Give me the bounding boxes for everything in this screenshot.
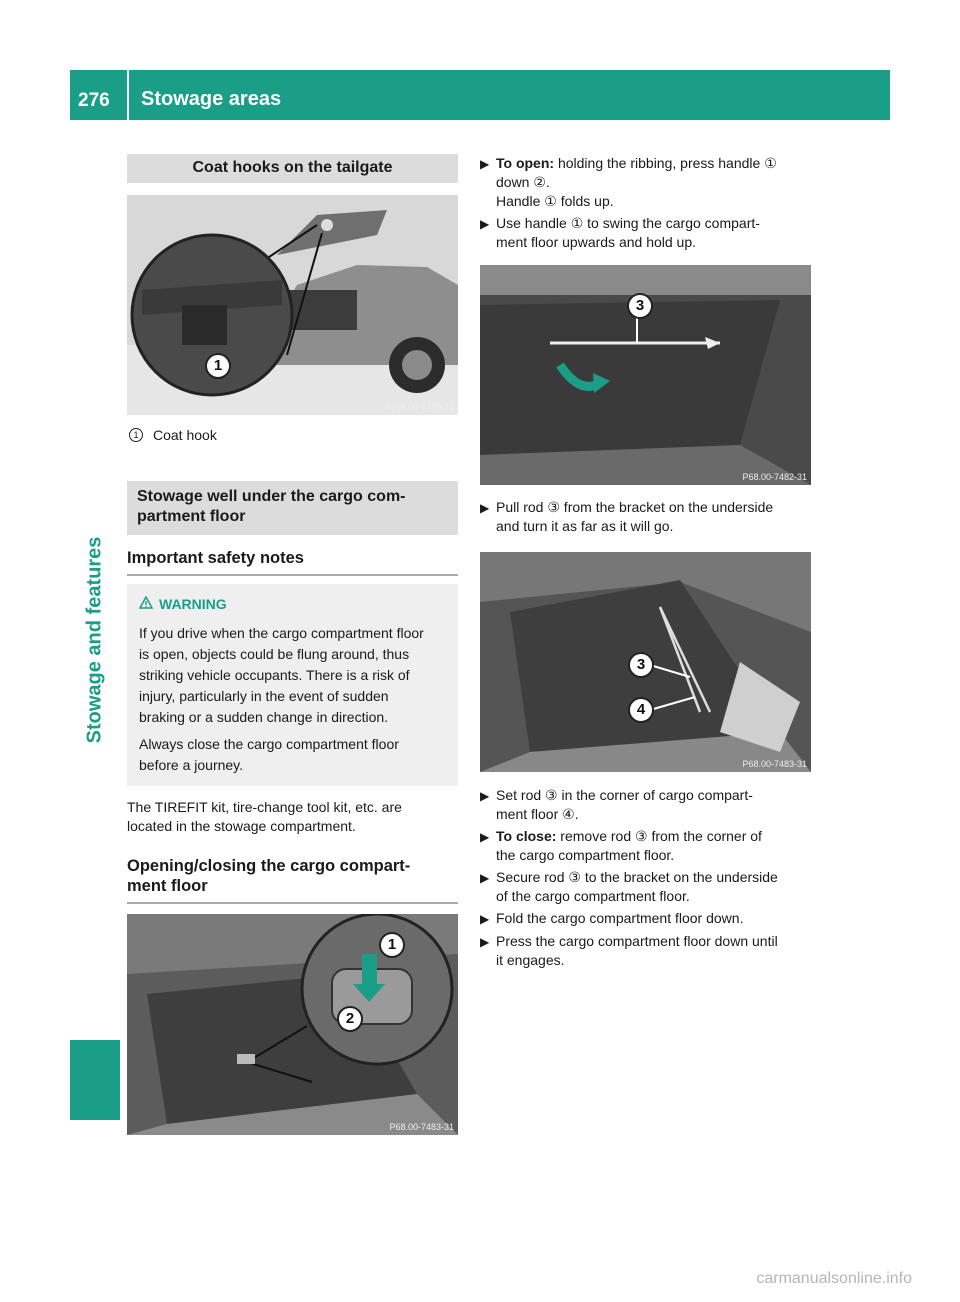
image-reference-code: P68.00-7483-31 bbox=[742, 759, 807, 769]
step-line: ment floor ④. bbox=[496, 806, 579, 822]
coat-hook-legend bbox=[127, 427, 458, 443]
steps-rod bbox=[480, 498, 812, 536]
instruction-step bbox=[480, 154, 812, 211]
step-arrow-icon: ▶ bbox=[480, 789, 490, 803]
warning-box bbox=[127, 584, 458, 786]
opening-heading-line-2: ment floor bbox=[127, 877, 208, 895]
header-divider bbox=[127, 70, 129, 120]
steps-close bbox=[480, 786, 812, 970]
stowage-well-heading-line-2: partment floor bbox=[137, 508, 246, 525]
legend-text: Coat hook bbox=[153, 427, 217, 443]
step-text: Secure rod ③ to the bracket on the underside bbox=[496, 869, 778, 885]
warning-line: If you drive when the cargo compartment floor bbox=[139, 625, 424, 641]
warning-line: braking or a sudden change in direction. bbox=[139, 709, 389, 725]
warning-paragraph-1 bbox=[139, 623, 450, 728]
stowage-well-heading bbox=[127, 481, 458, 535]
warning-line: is open, objects could be flung around, thus bbox=[139, 646, 410, 662]
step-text: Fold the cargo compartment floor down. bbox=[496, 910, 744, 926]
step-line: ment floor upwards and hold up. bbox=[496, 234, 697, 250]
step-line: and turn it as far as it will go. bbox=[496, 518, 674, 534]
step-text: remove rod ③ from the corner of bbox=[556, 828, 762, 844]
stowage-well-heading-line-1: Stowage well under the cargo com- bbox=[137, 488, 406, 505]
instruction-step bbox=[480, 909, 812, 929]
opening-closing-heading bbox=[127, 856, 458, 904]
warning-line: Always close the cargo compartment floor bbox=[139, 736, 399, 752]
warning-title bbox=[139, 594, 450, 615]
instruction-step bbox=[480, 498, 812, 536]
page-number: 276 bbox=[78, 90, 110, 111]
step-arrow-icon: ▶ bbox=[480, 912, 490, 926]
site-watermark: carmanualsonline.info bbox=[756, 1270, 912, 1287]
step-line: it engages. bbox=[496, 952, 565, 968]
image-reference-code: P768.00-7480-31 bbox=[384, 402, 454, 412]
step-text: Use handle ① to swing the cargo compart- bbox=[496, 215, 760, 231]
opening-heading-line-1: Opening/closing the cargo compart- bbox=[127, 857, 411, 875]
step-arrow-icon: ▶ bbox=[480, 871, 490, 885]
rod-bracket-photo bbox=[480, 265, 811, 485]
callout-3: 3 bbox=[627, 293, 653, 319]
image-reference-code: P68.00-7483-31 bbox=[389, 1122, 454, 1132]
note-line: The TIREFIT kit, tire-change tool kit, etc. are bbox=[127, 799, 402, 815]
image-reference-code: P68.00-7482-31 bbox=[742, 472, 807, 482]
legend-number: 1 bbox=[129, 428, 143, 442]
note-line: located in the stowage compartment. bbox=[127, 818, 356, 834]
step-arrow-icon: ▶ bbox=[480, 501, 490, 515]
warning-line: striking vehicle occupants. There is a risk of bbox=[139, 667, 410, 683]
cargo-floor-photo bbox=[127, 914, 458, 1135]
step-arrow-icon: ▶ bbox=[480, 157, 490, 171]
coat-hook-photo bbox=[127, 195, 458, 415]
warning-label: WARNING bbox=[159, 596, 227, 612]
instruction-step bbox=[480, 868, 812, 906]
instruction-step bbox=[480, 827, 812, 865]
warning-line: injury, particularly in the event of sudden bbox=[139, 688, 389, 704]
instruction-step bbox=[480, 214, 812, 252]
safety-notes-heading: Important safety notes bbox=[127, 548, 458, 576]
callout-1: 1 bbox=[205, 353, 231, 379]
callout-3: 3 bbox=[628, 652, 654, 678]
instruction-step bbox=[480, 786, 812, 824]
callout-4: 4 bbox=[628, 697, 654, 723]
left-column bbox=[127, 154, 458, 1135]
step-arrow-icon: ▶ bbox=[480, 935, 490, 949]
step-text: Set rod ③ in the corner of cargo compart- bbox=[496, 787, 753, 803]
warning-line: before a journey. bbox=[139, 757, 244, 773]
coat-hooks-heading: Coat hooks on the tailgate bbox=[127, 154, 458, 183]
right-column bbox=[480, 154, 812, 973]
side-chapter-text: Stowage and features bbox=[83, 536, 106, 744]
warning-paragraph-2 bbox=[139, 734, 450, 776]
step-line: down ②. bbox=[496, 174, 550, 190]
instruction-step bbox=[480, 932, 812, 970]
section-title: Stowage areas bbox=[141, 88, 282, 110]
step-line: the cargo compartment floor. bbox=[496, 847, 675, 863]
step-arrow-icon: ▶ bbox=[480, 830, 490, 844]
callout-1: 1 bbox=[379, 932, 405, 958]
coat-hook-illustration bbox=[127, 195, 458, 415]
step-arrow-icon: ▶ bbox=[480, 217, 490, 231]
cargo-floor-illustration bbox=[127, 914, 458, 1135]
step-keyword: To close: bbox=[496, 828, 557, 844]
step-line: of the cargo compartment floor. bbox=[496, 888, 690, 904]
side-chapter-marker bbox=[70, 1040, 120, 1120]
rod-corner-photo bbox=[480, 552, 811, 772]
step-keyword: To open: bbox=[496, 155, 555, 171]
step-text: Press the cargo compartment floor down until bbox=[496, 933, 778, 949]
warning-icon bbox=[139, 594, 153, 615]
step-text: holding the ribbing, press handle ① bbox=[554, 155, 777, 171]
step-line: Handle ① folds up. bbox=[496, 193, 614, 209]
steps-open bbox=[480, 154, 812, 252]
callout-2: 2 bbox=[337, 1006, 363, 1032]
step-text: Pull rod ③ from the bracket on the underside bbox=[496, 499, 774, 515]
tirefit-note bbox=[127, 798, 458, 836]
